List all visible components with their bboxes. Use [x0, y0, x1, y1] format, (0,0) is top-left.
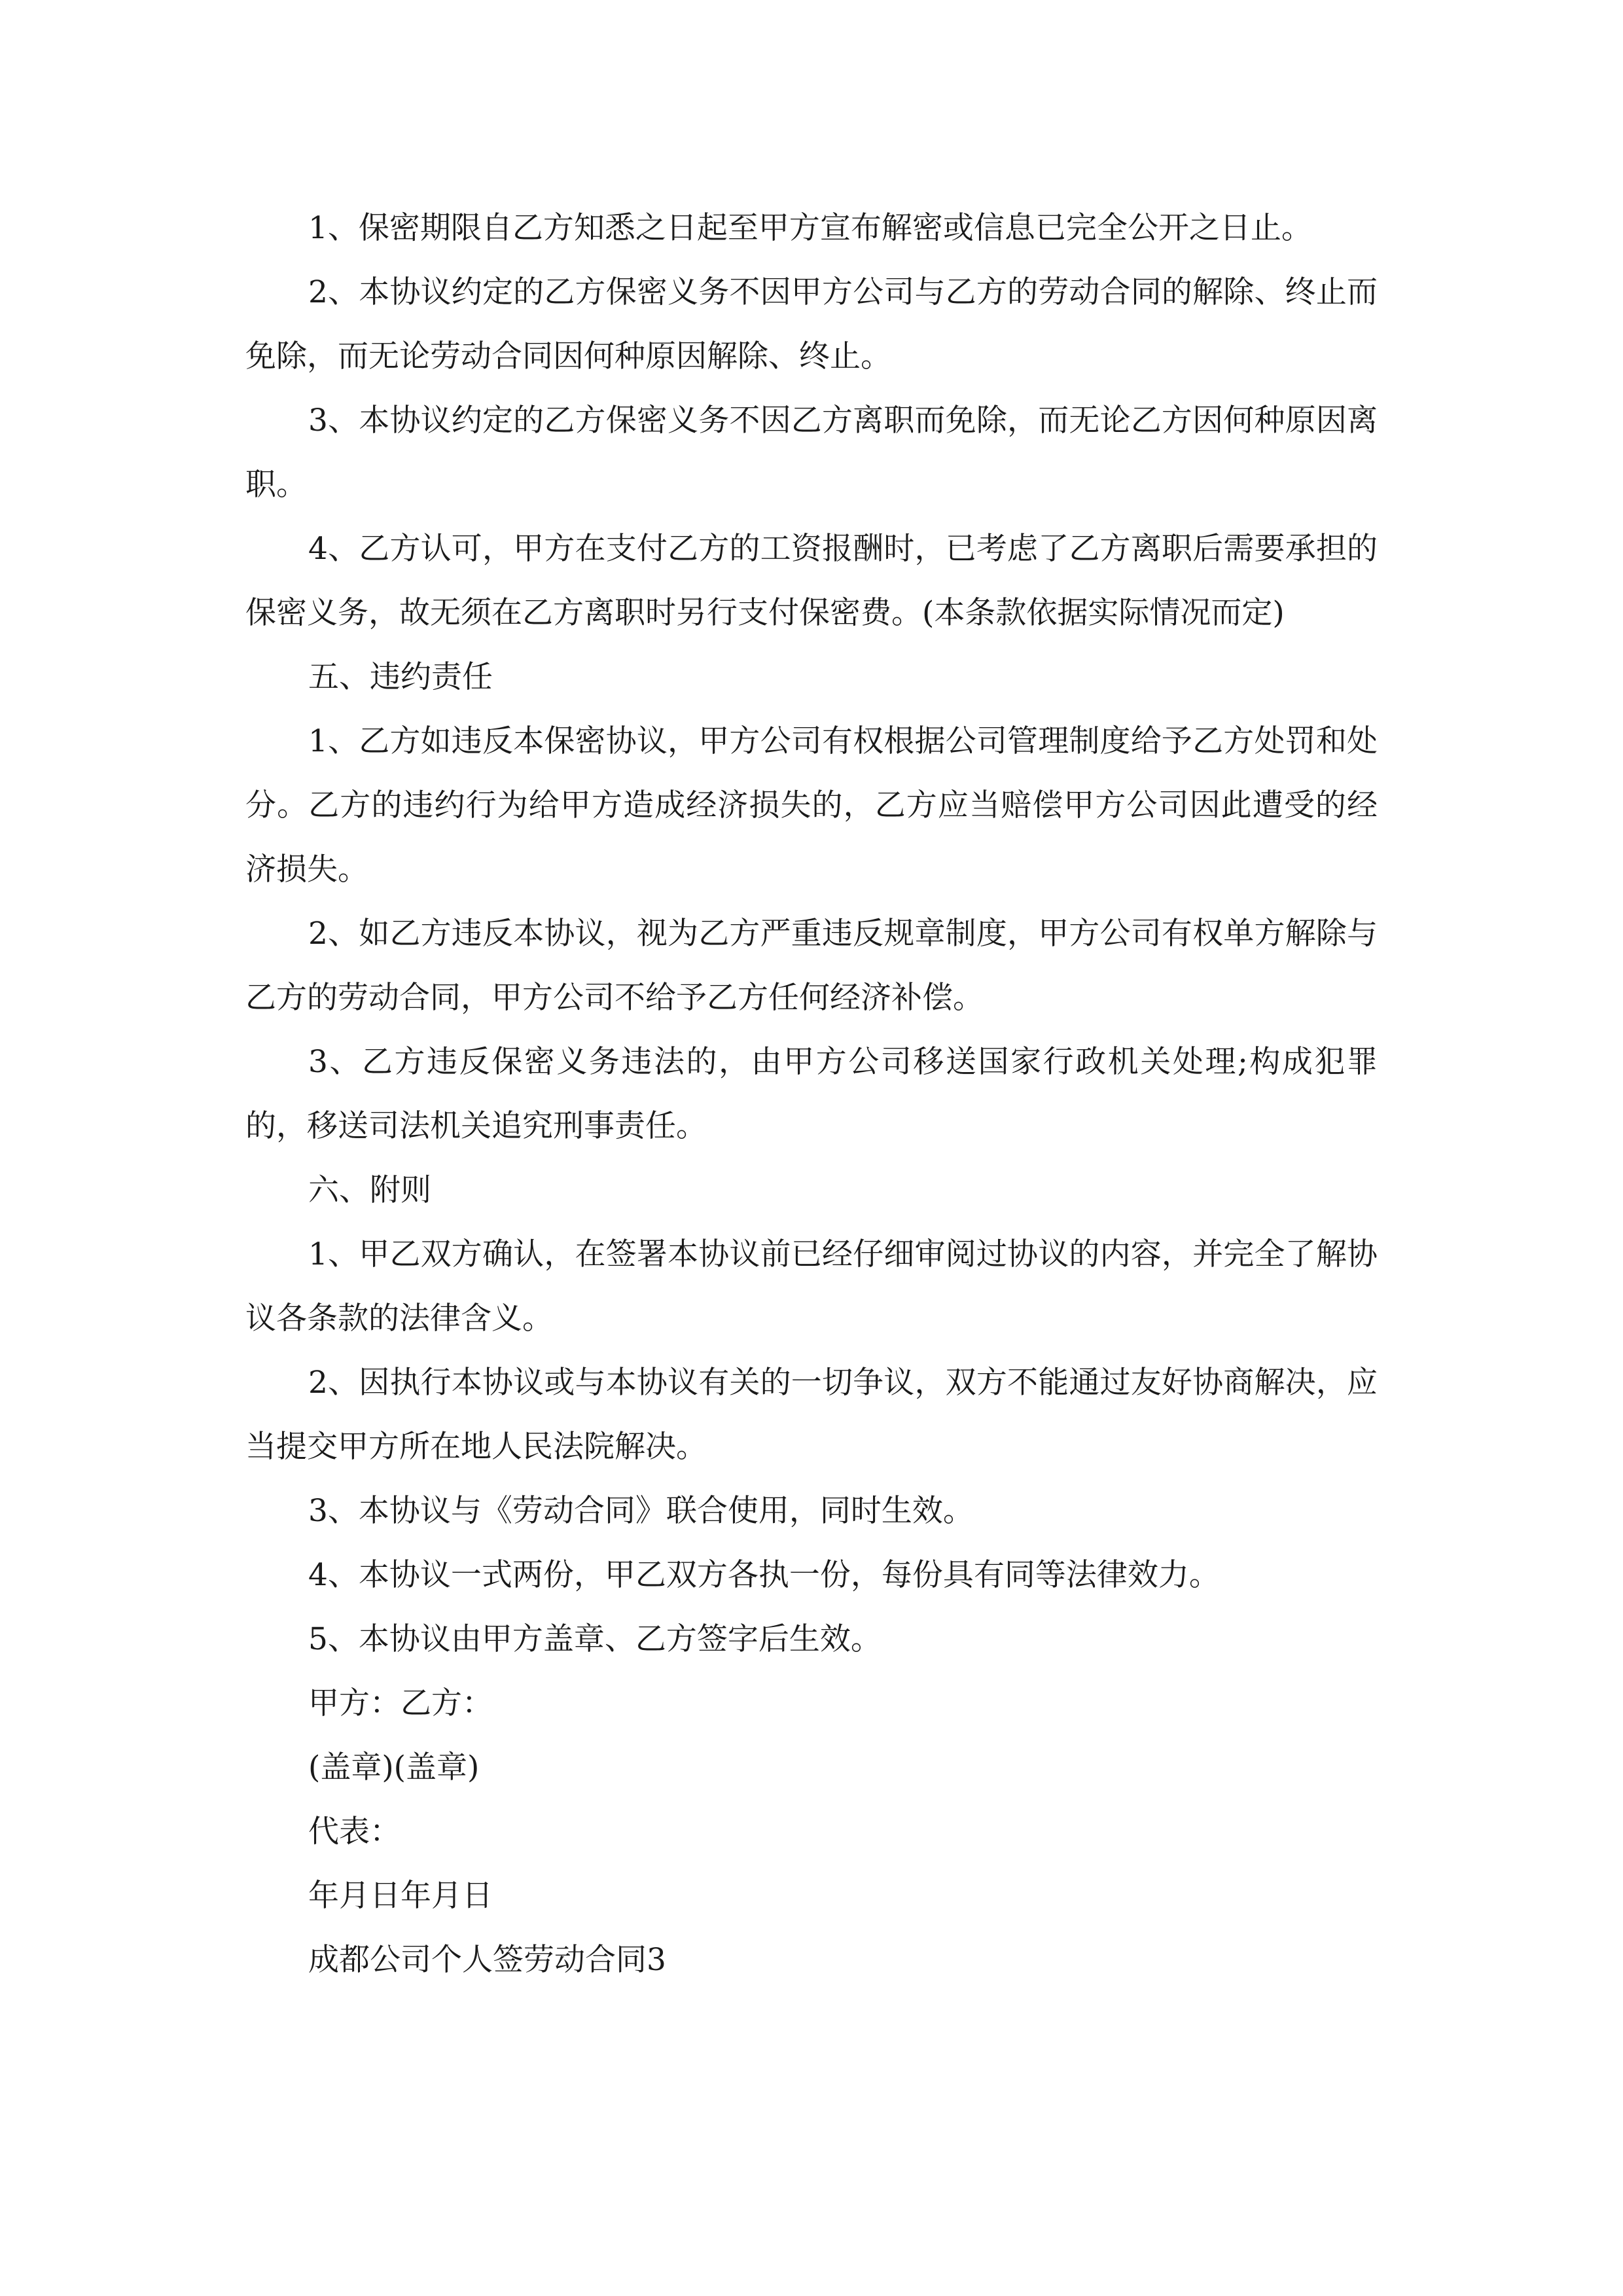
section-heading-breach-liability: 五、违约责任 [308, 659, 493, 695]
document-body [245, 196, 1378, 1992]
paragraph-confidentiality-fee: 4、乙方认可，甲方在支付乙方的工资报酬时，已考虑了乙方离职后需要承担的保密义务，故无须在乙方离职时另行支付保密费。(本条款依据实际情况而定) [245, 531, 1378, 631]
paragraph-mutual-confirmation: 1、甲乙双方确认，在签署本协议前已经仔细审阅过协议的内容，并完全了解协议各条款的法律含义。 [245, 1236, 1378, 1336]
paragraph-confidentiality-period: 1、保密期限自乙方知悉之日起至甲方宣布解密或信息已完全公开之日止。 [308, 210, 1312, 246]
paragraph-breach-criminal: 3、乙方违反保密义务违法的，由甲方公司移送国家行政机关处理;构成犯罪的，移送司法机关追究刑事责任。 [245, 1044, 1378, 1144]
paragraph-obligation-after-contract-end: 2、本协议约定的乙方保密义务不因甲方公司与乙方的劳动合同的解除、终止而免除，而无论劳动合同因何种原因解除、终止。 [245, 274, 1378, 374]
paragraph-dispute-resolution: 2、因执行本协议或与本协议有关的一切争议，双方不能通过友好协商解决，应当提交甲方所在地人民法院解决。 [245, 1365, 1378, 1465]
section-heading-supplementary: 六、附则 [308, 1172, 431, 1208]
paragraph-breach-penalty: 1、乙方如违反本保密协议，甲方公司有权根据公司管理制度给予乙方处罚和处分。乙方的违约行为给甲方造成经济损失的，乙方应当赔偿甲方公司因此遭受的经济损失。 [245, 723, 1378, 888]
paragraph-joint-use: 3、本协议与《劳动合同》联合使用，同时生效。 [308, 1493, 974, 1529]
paragraph-effective: 5、本协议由甲方盖章、乙方签字后生效。 [308, 1621, 882, 1657]
paragraph-breach-termination: 2、如乙方违反本协议，视为乙方严重违反规章制度，甲方公司有权单方解除与乙方的劳动合同，甲方公司不给予乙方任何经济补偿。 [245, 916, 1378, 1016]
next-document-title: 成都公司个人签劳动合同3 [308, 1942, 666, 1978]
signature-parties: 甲方：乙方： [308, 1685, 493, 1721]
paragraph-copies: 4、本协议一式两份，甲乙双方各执一份，每份具有同等法律效力。 [308, 1557, 1220, 1593]
paragraph-obligation-after-resignation: 3、本协议约定的乙方保密义务不因乙方离职而免除，而无论乙方因何种原因离职。 [245, 403, 1378, 503]
signature-seals: (盖章)(盖章) [308, 1749, 480, 1785]
signature-representative: 代表： [308, 1814, 401, 1850]
signature-dates: 年月日年月日 [308, 1878, 493, 1914]
